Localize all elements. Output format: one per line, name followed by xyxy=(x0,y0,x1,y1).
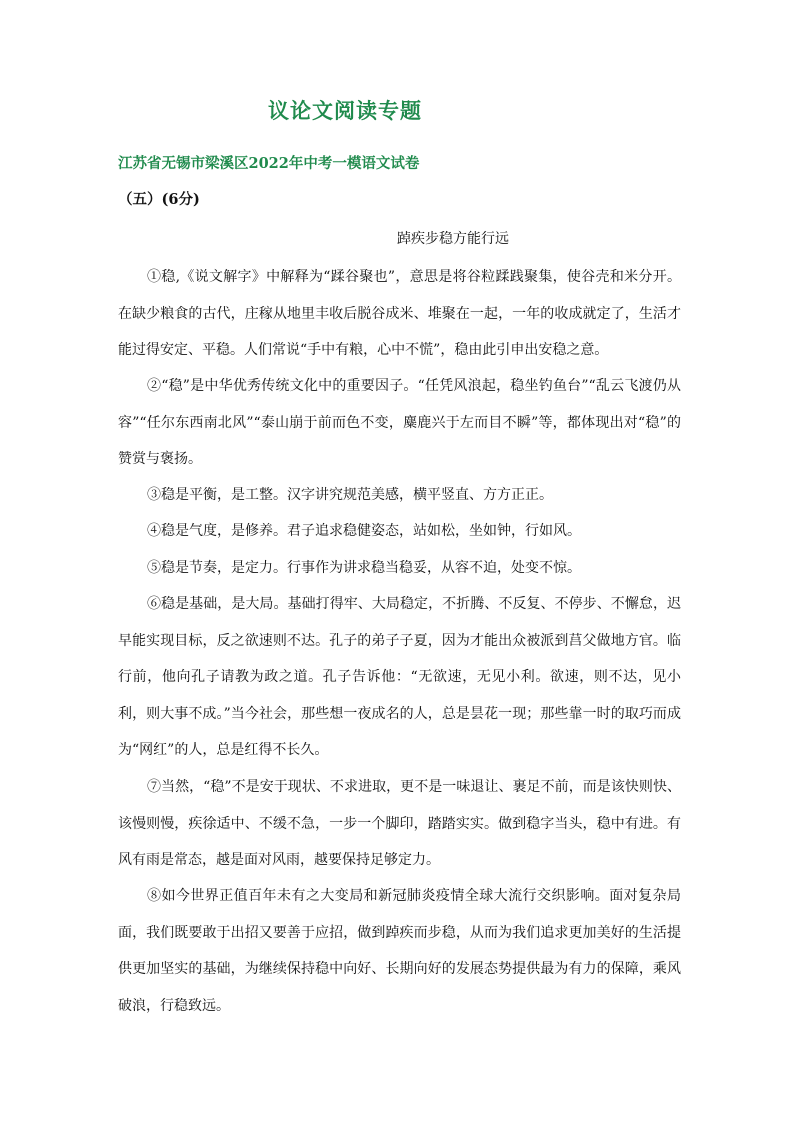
essay-paragraph-5: ⑤稳是节奏，是定力。行事作为讲求稳当稳妥，从容不迫，处变不惊。 xyxy=(147,560,581,576)
exam-source: 江苏省无锡市梁溪区2022年中考一模语文试卷 xyxy=(118,155,420,172)
essay-paragraph-3: ③稳是平衡，是工整。汉字讲究规范美感，横平竖直、方方正正。 xyxy=(147,487,553,503)
essay-paragraph-1: ①稳,《说文解字》中解释为“蹂谷聚也”，意思是将谷粒蹂践聚集，使谷壳和米分开。在缺少粮食的古代，庄稼从地里丰收后脱谷成米、堆聚在一起，一年的收成就定了，生活才能过得安定、平稳。人们常说“手中有粮，心中不慌”，稳由此引申出安稳之意。 xyxy=(118,269,681,358)
essay-paragraph-4: ④稳是气度，是修养。君子追求稳健姿态，站如松，坐如钟，行如风。 xyxy=(147,523,581,539)
essay-paragraph-2: ②“稳”是中华优秀传统文化中的重要因子。“任凭风浪起，稳坐钓鱼台”“乱云飞渡仍从容”“任尔东西南北风”“泰山崩于前而色不变，麋鹿兴于左而目不瞬”等，都体现出对“稳”的赞赏与褒扬。 xyxy=(118,378,681,467)
section-heading: （五）(6分) xyxy=(118,191,200,208)
essay-title: 踔疾步稳方能行远 xyxy=(397,231,509,247)
essay-paragraph-8: ⑧如今世界正值百年未有之大变局和新冠肺炎疫情全球大流行交织影响。面对复杂局面，我们既要敢于出招又要善于应招，做到踔疾而步稳，从而为我们追求更加美好的生活提供更加坚实的基础，为继续保持稳中向好、长期向好的发展态势提供最为有力的保障，乘风破浪，行稳致远。 xyxy=(118,888,681,1014)
page-title: 议论文阅读专题 xyxy=(268,98,422,123)
essay-paragraph-6: ⑥稳是基础，是大局。基础打得牢、大局稳定，不折腾、不反复、不停步、不懈怠，迟早能实现目标，反之欲速则不达。孔子的弟子子夏，因为才能出众被派到莒父做地方官。临行前，他向孔子请教为政之道。孔子告诉他：“无欲速，无见小利。欲速，则不达，见小利，则大事不成。”当今社会，那些想一夜成名的人，总是昙花一现；那些靠一时的取巧而成为“网红”的人，总是红得不长久。 xyxy=(118,596,681,758)
essay-paragraph-7: ⑦当然，“稳”不是安于现状、不求进取，更不是一味退让、裹足不前，而是该快则快、该慢则慢，疾徐适中、不缓不急，一步一个脚印，踏踏实实。做到稳字当头，稳中有进。有风有雨是常态，越是面对风雨，越要保持足够定力。 xyxy=(118,779,681,868)
